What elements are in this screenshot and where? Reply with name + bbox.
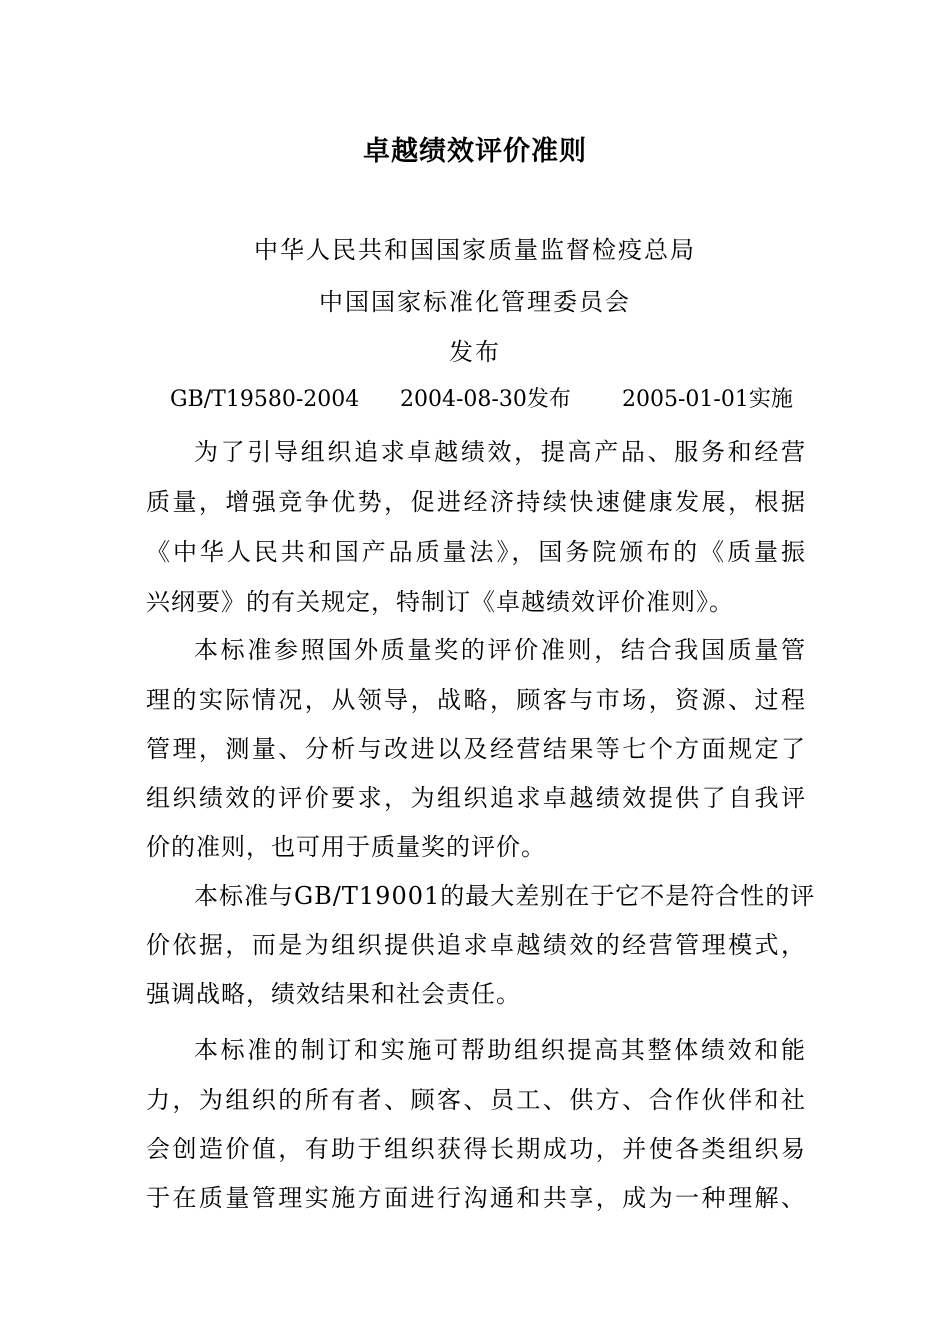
document-title: 卓越绩效评价准则 bbox=[363, 136, 587, 167]
paragraph-line: 强调战略，绩效结果和社会责任。 bbox=[146, 980, 521, 1008]
paragraph-line: 力，为组织的所有者、顾客、员工、供方、合作伙伴和社 bbox=[146, 1086, 806, 1114]
paragraph-line: 会创造价值，有助于组织获得长期成功，并使各类组织易 bbox=[146, 1135, 806, 1163]
paragraph-line: 于在质量管理实施方面进行沟通和共享，成为一种理解、 bbox=[146, 1184, 806, 1212]
paragraph-line: 组织绩效的评价要求，为组织追求卓越绩效提供了自我评 bbox=[146, 784, 806, 812]
paragraph-line: 价的准则，也可用于质量奖的评价。 bbox=[146, 833, 546, 861]
issuer-line-1: 中华人民共和国国家质量监督检疫总局 bbox=[254, 236, 696, 264]
paragraph-line: 《中华人民共和国产品质量法》，国务院颁布的《质量振 bbox=[146, 538, 806, 566]
issue-date: 2004-08-30发布 bbox=[400, 387, 571, 412]
paragraph-line: 质量，增强竞争优势，促进经济持续快速健康发展，根据 bbox=[146, 488, 806, 516]
standard-number: GB/T19580-2004 bbox=[170, 387, 360, 412]
paragraph-line: 兴纲要》的有关规定，特制订《卓越绩效评价准则》。 bbox=[146, 588, 734, 616]
standard-meta-line bbox=[170, 382, 810, 418]
paragraph-line: 价依据，而是为组织提供追求卓越绩效的经营管理模式， bbox=[146, 931, 806, 959]
paragraph-line: 为了引导组织追求卓越绩效，提高产品、服务和经营 bbox=[194, 438, 806, 466]
issue-label: 发布 bbox=[449, 338, 501, 366]
effective-date: 2005-01-01实施 bbox=[622, 387, 793, 412]
paragraph-line: 本标准参照国外质量奖的评价准则，结合我国质量管 bbox=[194, 636, 806, 664]
paragraph-line: 理的实际情况，从领导，战略，顾客与市场，资源、过程 bbox=[146, 686, 806, 714]
paragraph-line: 本标准的制订和实施可帮助组织提高其整体绩效和能 bbox=[194, 1036, 806, 1064]
issuer-line-2: 中国国家标准化管理委员会 bbox=[319, 288, 631, 316]
paragraph-line: 管理，测量、分析与改进以及经营结果等七个方面规定了 bbox=[146, 735, 806, 763]
paragraph-line: 本标准与GB/T19001的最大差别在于它不是符合性的评 bbox=[194, 882, 816, 910]
